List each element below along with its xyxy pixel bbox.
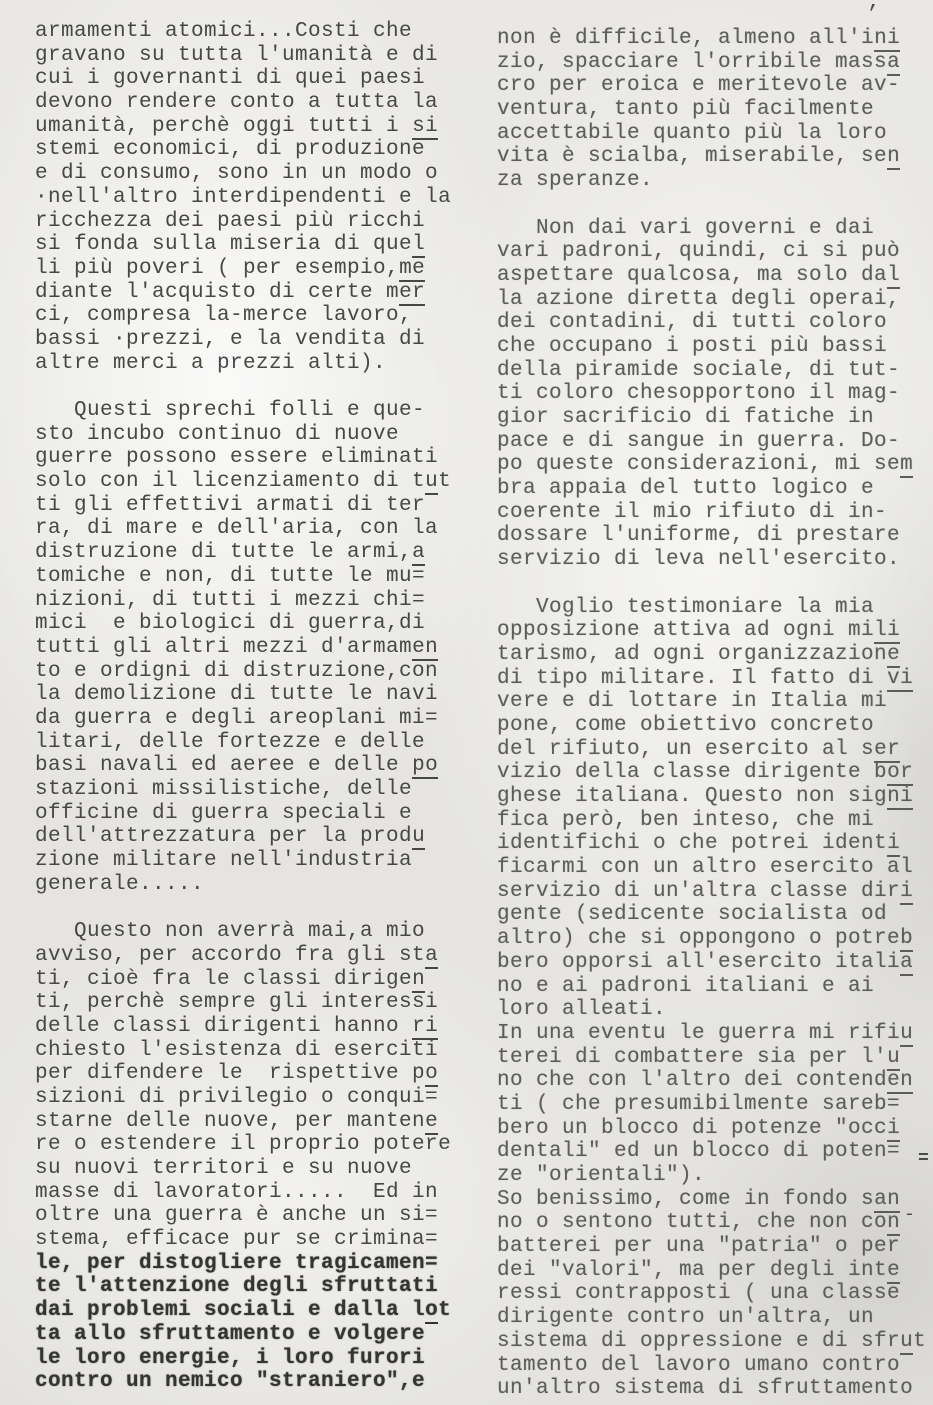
text-line: Questo non averrà mai,a mio bbox=[35, 920, 426, 944]
text-line: fica però, ben inteso, che mi bbox=[497, 808, 875, 832]
text-line: bassi ·prezzi, e la vendita di bbox=[35, 327, 426, 351]
text-line: cui i governanti di quei paesi bbox=[35, 67, 426, 91]
text-line: del rifiuto, un esercito al ser bbox=[497, 737, 901, 761]
text-line: diante l'acquisto di certe mer bbox=[35, 280, 426, 304]
text-line: vita è scialba, miserabile, sen bbox=[497, 145, 901, 169]
text-line: li più poveri ( per esempio,me bbox=[35, 256, 426, 280]
text-line: e di consumo, sono in un modo o bbox=[35, 162, 439, 186]
text-line: sistema di oppressione e di sfrut bbox=[497, 1329, 927, 1353]
text-line: Questi sprechi folli e que- bbox=[35, 399, 426, 422]
text-line: generale..... bbox=[35, 872, 205, 896]
text-line: opposizione attiva ad ogni mili bbox=[497, 619, 901, 643]
text-line: no o sentono tutti, che non con bbox=[497, 1211, 901, 1235]
text-line: avviso, per accordo fra gli sta bbox=[35, 943, 439, 967]
text-line: stema, efficace pur se crimina= bbox=[35, 1228, 439, 1252]
text-line: ra, di mare e dell'aria, con la bbox=[35, 517, 439, 541]
text-line: litari, delle fortezze e delle bbox=[35, 730, 426, 754]
text-line: gente (sedicente socialista od bbox=[497, 903, 888, 927]
column-right bbox=[497, 27, 926, 1401]
text-line: po queste considerazioni, mi sem bbox=[497, 453, 914, 477]
text-line bbox=[35, 375, 451, 399]
text-line: contro un nemico "straniero",e bbox=[35, 1370, 426, 1394]
text-line: Non dai vari governi e dai bbox=[497, 216, 875, 240]
text-line: dai problemi sociali e dalla lot bbox=[35, 1299, 452, 1323]
text-line: la azione diretta degli operai, bbox=[497, 287, 901, 311]
text-line: ·nell'altro interdipendenti e la bbox=[35, 185, 452, 209]
text-line: si fonda sulla miseria di quel bbox=[35, 233, 426, 257]
text-line: vari padroni, quindi, ci si può bbox=[497, 240, 901, 264]
text-line: dei contadini, di tutti coloro bbox=[497, 311, 888, 335]
text-line: servizio di leva nell'esercito. bbox=[497, 548, 901, 572]
text-line: guerre possono essere eliminati bbox=[35, 446, 439, 470]
text-line: mici e biologici di guerra,di bbox=[35, 612, 426, 636]
text-line: cro per eroica e meritevole av- bbox=[497, 74, 901, 98]
text-line: identifichi o che potrei identi bbox=[497, 832, 901, 856]
text-line bbox=[35, 896, 451, 920]
text-line: te l'attenzione degli sfruttati bbox=[35, 1275, 439, 1299]
text-line: ci, compresa la-merce lavoro, bbox=[35, 304, 413, 328]
text-line: gravano su tutta l'umanità e di bbox=[35, 43, 439, 67]
text-line: accettabile quanto più la loro bbox=[497, 121, 888, 145]
text-line: dentali" ed un blocco di poten= bbox=[497, 1140, 901, 1164]
text-line: tamento del lavoro umano contro bbox=[497, 1353, 901, 1377]
scan-artifact-mark: ’ bbox=[866, 2, 880, 27]
text-line: stazioni missilistiche, delle bbox=[35, 778, 413, 801]
text-line: ti coloro chesopportono il mag- bbox=[497, 382, 901, 406]
text-line: ti gli effettivi armati di ter bbox=[35, 493, 426, 517]
text-line: servizio di un'altra classe diri bbox=[497, 879, 914, 903]
text-line: vizio della classe dirigente bor bbox=[497, 761, 914, 785]
text-line bbox=[497, 572, 926, 596]
text-line: umanità, perchè oggi tutti i si bbox=[35, 114, 439, 138]
text-line: sto incubo continuo di nuove bbox=[35, 422, 400, 446]
text-line: tomiche e non, di tutte le mu= bbox=[35, 564, 426, 588]
text-line: da guerra e degli areoplani mi= bbox=[35, 706, 439, 730]
text-line: starne delle nuove, per mantene bbox=[35, 1109, 439, 1133]
text-line: ti, perchè sempre gli interessi bbox=[35, 991, 439, 1015]
text-line: un'altro sistema di sfruttamento bbox=[497, 1377, 914, 1401]
text-line bbox=[497, 193, 926, 217]
text-line: nizioni, di tutti i mezzi chi= bbox=[35, 588, 426, 612]
text-line: Voglio testimoniare la mia bbox=[497, 595, 875, 619]
text-line: di tipo militare. Il fatto di vi bbox=[497, 666, 914, 690]
text-line: coerente il mio rifiuto di in- bbox=[497, 500, 888, 524]
text-line: devono rendere conto a tutta la bbox=[35, 91, 439, 115]
text-line: masse di lavoratori..... Ed in bbox=[35, 1180, 439, 1204]
text-line: re o estendere il proprio potere bbox=[35, 1133, 452, 1157]
text-line: ghese italiana. Questo non signi bbox=[497, 785, 914, 808]
text-line: So benissimo, come in fondo san bbox=[497, 1187, 901, 1211]
text-line: armamenti atomici...Costi che bbox=[35, 20, 413, 43]
text-line: zione militare nell'industria bbox=[35, 849, 413, 873]
text-line: bra appaia del tutto logico e bbox=[497, 477, 875, 501]
text-line: delle classi dirigenti hanno ri bbox=[35, 1014, 439, 1038]
text-line: loro alleati. bbox=[497, 998, 667, 1022]
text-line: su nuovi territori e su nuove bbox=[35, 1157, 413, 1180]
text-line: pone, come obiettivo concreto bbox=[497, 713, 875, 737]
text-line: ricchezza dei paesi più ricchi bbox=[35, 209, 426, 233]
text-line: no che con l'altro dei contenden bbox=[497, 1069, 914, 1093]
text-line: tarismo, ad ogni organizzazione bbox=[497, 642, 901, 666]
text-line: bero un blocco di potenze "occi bbox=[497, 1116, 901, 1140]
text-line: stemi economici, di produzione bbox=[35, 138, 426, 162]
text-line: della piramide sociale, di tut- bbox=[497, 358, 901, 382]
text-line: bero opporsi all'esercito italia bbox=[497, 950, 914, 974]
text-line: ventura, tanto più facilmente bbox=[497, 98, 875, 122]
text-line: terei di combattere sia per l'u bbox=[497, 1045, 901, 1069]
text-line: ze "orientali"). bbox=[497, 1164, 706, 1187]
text-line: no e ai padroni italiani e ai bbox=[497, 974, 875, 998]
text-line: dei "valori", ma per degli inte bbox=[497, 1258, 901, 1282]
text-line: basi navali ed aeree e delle po bbox=[35, 754, 439, 778]
text-line: altro) che si oppongono o potreb bbox=[497, 927, 914, 951]
text-line: altre merci a prezzi alti). bbox=[35, 351, 387, 375]
text-line: ficarmi con un altro esercito al bbox=[497, 856, 914, 880]
text-line: le, per distogliere tragicamen= bbox=[35, 1251, 439, 1275]
scan-artifact-mark: - bbox=[904, 1205, 915, 1225]
scan-artifact-mark: = bbox=[918, 1149, 929, 1169]
text-line: to e ordigni di distruzione,con bbox=[35, 659, 439, 683]
text-line: che occupano i posti più bassi bbox=[497, 334, 888, 358]
text-line: gior sacrificio di fatiche in bbox=[497, 406, 875, 429]
text-line: ti ( che presumibilmente sareb= bbox=[497, 1092, 901, 1116]
text-line: tutti gli altri mezzi d'armamen bbox=[35, 635, 439, 659]
text-line: In una eventu le guerra mi rifiu bbox=[497, 1021, 914, 1045]
text-line: le loro energie, i loro furori bbox=[35, 1346, 426, 1370]
text-line: batterei per una "patria" o per bbox=[497, 1235, 901, 1259]
text-line: la demolizione di tutte le navi bbox=[35, 683, 439, 707]
text-line: solo con il licenziamento di tut bbox=[35, 470, 452, 494]
column-left bbox=[35, 20, 451, 1394]
text-line: distruzione di tutte le armi,a bbox=[35, 541, 426, 565]
text-line: ressi contrapposti ( una classe bbox=[497, 1282, 901, 1306]
text-line: vere e di lottare in Italia mi bbox=[497, 690, 888, 714]
text-line: aspettare qualcosa, ma solo dal bbox=[497, 263, 901, 287]
text-line: oltre una guerra è anche un si= bbox=[35, 1204, 439, 1228]
text-line: zio, spacciare l'orribile massa bbox=[497, 50, 901, 74]
text-line: dell'attrezzatura per la produ bbox=[35, 825, 426, 849]
text-line: pace e di sangue in guerra. Do- bbox=[497, 429, 901, 453]
text-line: sizioni di privilegio o conqui= bbox=[35, 1085, 439, 1109]
text-line: per difendere le rispettive po bbox=[35, 1062, 439, 1086]
text-line: non è difficile, almeno all'ini bbox=[497, 27, 901, 50]
text-line: za speranze. bbox=[497, 169, 654, 193]
text-line: officine di guerra speciali e bbox=[35, 801, 413, 825]
text-line: ti, cioè fra le classi dirigen bbox=[35, 967, 426, 991]
text-line: dossare l'uniforme, di prestare bbox=[497, 524, 901, 548]
text-line: chiesto l'esistenza di eserciti bbox=[35, 1038, 439, 1062]
text-line: dirigente contro un'altra, un bbox=[497, 1306, 875, 1330]
text-line: ta allo sfruttamento e volgere bbox=[35, 1322, 426, 1346]
